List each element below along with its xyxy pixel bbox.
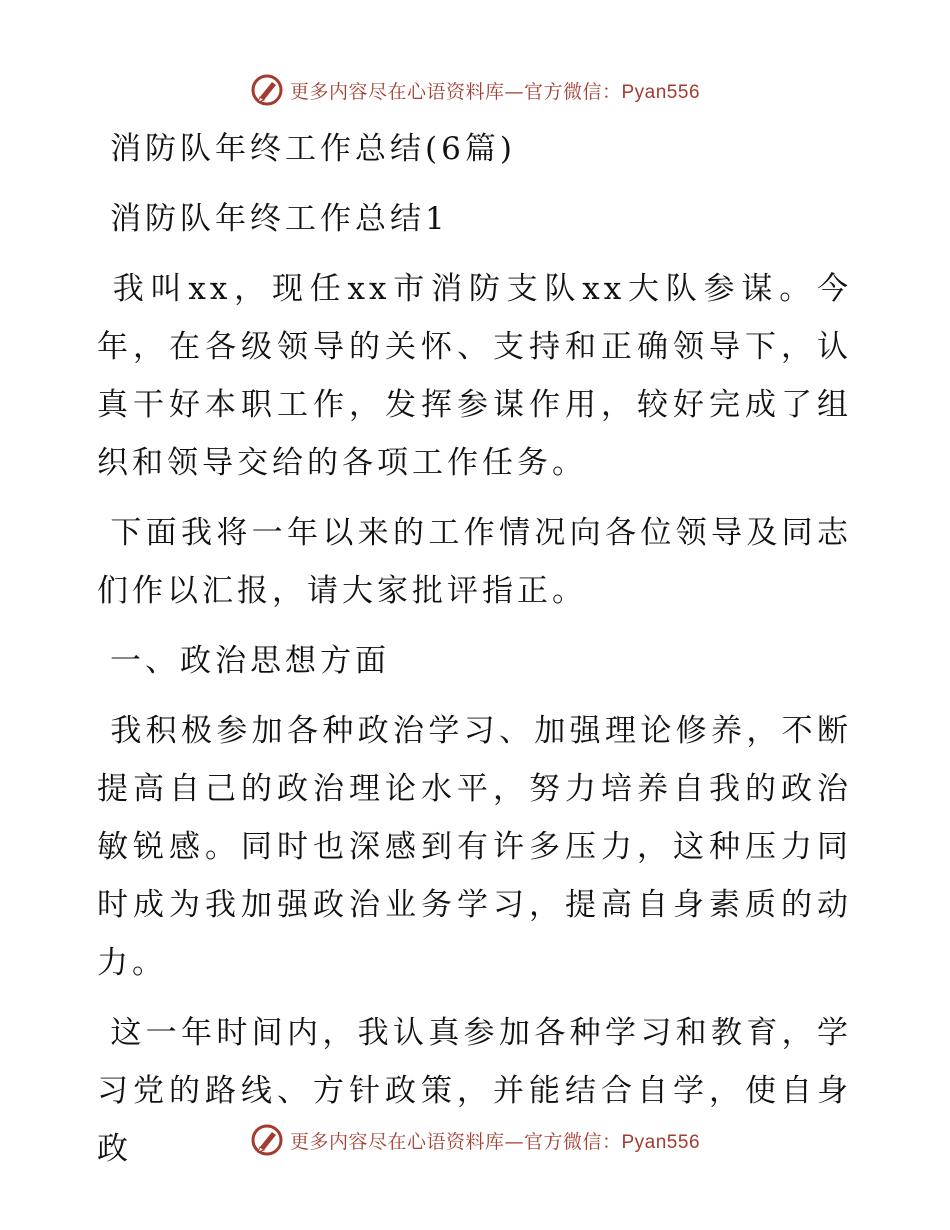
watermark-text: 更多内容尽在心语资料库—官方微信：Pyan556 [289, 1130, 701, 1153]
watermark-banner-bottom [0, 1120, 950, 1160]
heading-political: 一、政治思想方面 [110, 643, 390, 679]
document-title: 消防队年终工作总结(6篇) [110, 131, 516, 167]
wechat-id: Pyan556 [621, 1131, 701, 1153]
watermark-banner-top [0, 70, 950, 110]
paragraph-2: 下面我将一年以来的工作情况向各位领导及同志们作以汇报，请大家批评指正。 [97, 515, 852, 609]
paragraph-3: 我积极参加各种政治学习、加强理论修养，不断提高自己的政治理论水平，努力培养自我的政治敏锐感。同时也深感到有许多压力，这种压力同时成为我加强政治业务学习，提高自身素质的动力。 [97, 713, 852, 981]
pen-logo-icon [250, 1123, 284, 1157]
pen-logo-icon [250, 73, 284, 107]
wechat-id: Pyan556 [621, 81, 701, 103]
section-title: 消防队年终工作总结1 [110, 201, 449, 237]
watermark-text: 更多内容尽在心语资料库—官方微信：Pyan556 [289, 80, 701, 103]
paragraph-1: 我叫xx，现任xx市消防支队xx大队参谋。今年，在各级领导的关怀、支持和正确领导下，认真干好本职工作，发挥参谋作用，较好完成了组织和领导交给的各项工作任务。 [97, 271, 852, 481]
document-body [97, 120, 852, 1190]
paragraph-4: 这一年时间内，我认真参加各种学习和教育，学习党的路线、方针政策，并能结合自学，使自身政 [97, 1015, 852, 1167]
